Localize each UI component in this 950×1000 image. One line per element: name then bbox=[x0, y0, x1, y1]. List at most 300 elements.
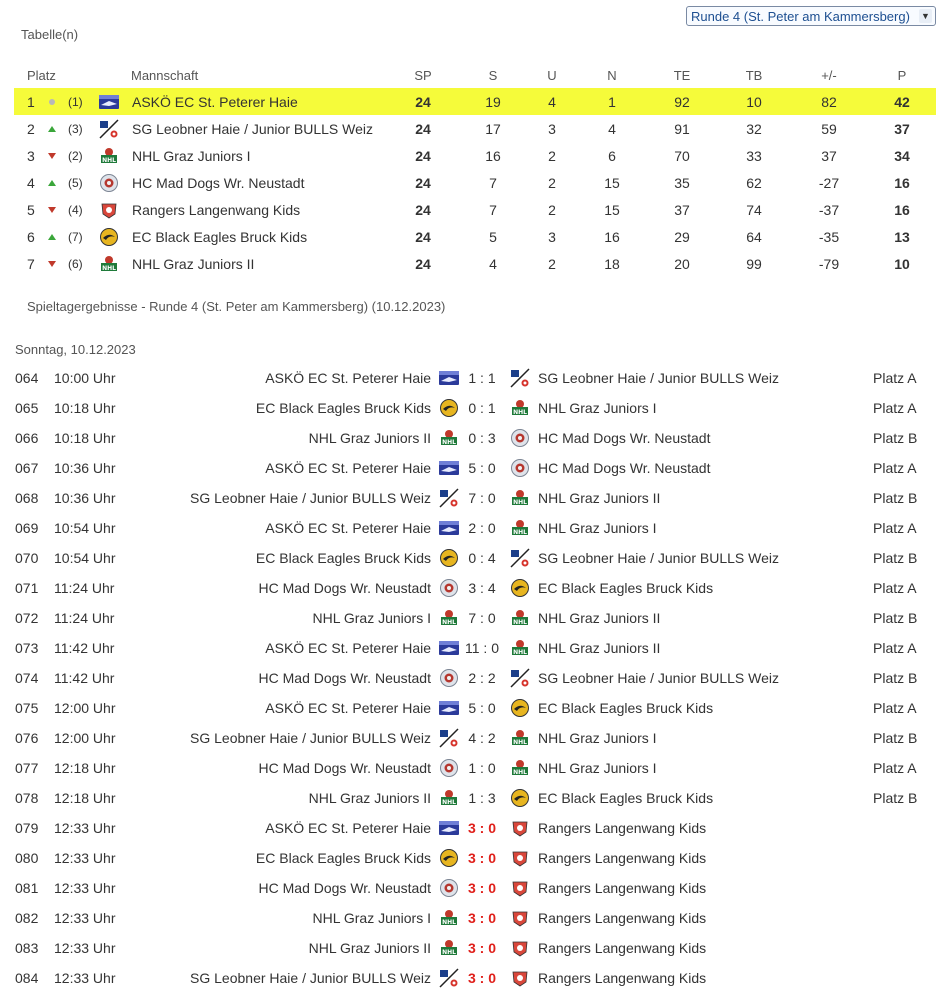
svg-text:NHL: NHL bbox=[442, 799, 456, 806]
goals-against-cell: 33 bbox=[746, 147, 762, 164]
team-name-link[interactable]: NHL Graz Juniors II bbox=[132, 255, 255, 272]
games-played-cell: 24 bbox=[415, 201, 431, 218]
rangers-logo-icon bbox=[509, 968, 531, 988]
away-team-link[interactable]: Rangers Langenwang Kids bbox=[538, 940, 707, 956]
away-team-logo bbox=[509, 813, 531, 843]
leoben-logo-icon bbox=[438, 488, 460, 508]
trend-up-icon bbox=[47, 115, 57, 142]
home-team-link[interactable]: HC Mad Dogs Wr. Neustadt bbox=[258, 580, 431, 596]
draws-cell: 4 bbox=[548, 93, 556, 110]
eagles-logo-icon bbox=[438, 848, 460, 868]
team-logo bbox=[98, 115, 120, 142]
goal-difference-cell: 59 bbox=[821, 120, 837, 137]
game-score: 0 : 4 bbox=[468, 550, 496, 566]
eagles-logo-icon bbox=[438, 548, 460, 568]
home-team-logo bbox=[438, 483, 460, 513]
goals-for-cell: 37 bbox=[674, 201, 690, 218]
goals-for-cell: 91 bbox=[674, 120, 690, 137]
away-team-logo bbox=[509, 483, 531, 513]
home-team-link[interactable]: HC Mad Dogs Wr. Neustadt bbox=[258, 760, 431, 776]
header-u: U bbox=[547, 67, 557, 83]
goals-against-cell: 64 bbox=[746, 228, 762, 245]
game-score: 3 : 0 bbox=[467, 910, 496, 926]
game-time: 10:36 Uhr bbox=[54, 490, 116, 506]
away-team-link[interactable]: NHL Graz Juniors II bbox=[538, 640, 661, 656]
standings-row bbox=[14, 223, 936, 250]
away-team-link[interactable]: NHL Graz Juniors I bbox=[538, 400, 657, 416]
away-team-link[interactable]: Rangers Langenwang Kids bbox=[538, 820, 707, 836]
home-team-logo bbox=[438, 753, 460, 783]
game-time: 11:24 Uhr bbox=[54, 580, 115, 596]
svg-text:NHL: NHL bbox=[513, 619, 527, 626]
game-row bbox=[0, 573, 950, 603]
game-time: 10:36 Uhr bbox=[54, 460, 116, 476]
away-team-logo bbox=[509, 393, 531, 423]
game-score: 5 : 0 bbox=[468, 460, 496, 476]
previous-place: (2) bbox=[68, 148, 83, 163]
home-team-link[interactable]: EC Black Eagles Bruck Kids bbox=[255, 400, 431, 416]
games-title: Spieltagergebnisse - Runde 4 (St. Peter am Kammersberg) (10.12.2023) bbox=[27, 299, 446, 314]
leoben-logo-icon bbox=[509, 668, 531, 688]
rangers-logo-icon bbox=[98, 200, 120, 220]
game-row bbox=[0, 483, 950, 513]
game-score: 0 : 1 bbox=[468, 400, 496, 416]
home-team-link[interactable]: NHL Graz Juniors II bbox=[308, 790, 431, 806]
home-team-link[interactable]: ASKÖ EC St. Peterer Haie bbox=[265, 520, 431, 536]
haie-logo-icon bbox=[438, 638, 460, 658]
game-venue: Platz A bbox=[873, 640, 917, 656]
home-team-logo bbox=[438, 633, 460, 663]
goals-for-cell: 35 bbox=[674, 174, 690, 191]
nhl-logo-icon bbox=[509, 398, 531, 418]
game-time: 12:33 Uhr bbox=[54, 820, 116, 836]
home-team-logo bbox=[438, 663, 460, 693]
game-row bbox=[0, 963, 950, 993]
games-played-cell: 24 bbox=[415, 255, 431, 272]
game-venue: Platz A bbox=[873, 460, 917, 476]
game-time: 12:00 Uhr bbox=[54, 700, 116, 716]
away-team-logo bbox=[509, 933, 531, 963]
away-team-logo bbox=[509, 663, 531, 693]
place-cell: 5 bbox=[27, 201, 35, 218]
header-team: Mannschaft bbox=[131, 67, 199, 83]
nhl-logo-icon bbox=[98, 146, 120, 166]
away-team-link[interactable]: EC Black Eagles Bruck Kids bbox=[538, 700, 714, 716]
game-score: 1 : 3 bbox=[468, 790, 496, 806]
game-score: 3 : 0 bbox=[467, 820, 496, 836]
nhl-logo-icon bbox=[509, 608, 531, 628]
rangers-logo-icon bbox=[509, 908, 531, 928]
team-logo bbox=[98, 196, 120, 223]
home-team-logo bbox=[438, 843, 460, 873]
away-team-logo bbox=[509, 873, 531, 903]
svg-text:NHL: NHL bbox=[513, 499, 527, 506]
game-row bbox=[0, 903, 950, 933]
previous-place: (3) bbox=[68, 121, 83, 136]
team-logo bbox=[98, 142, 120, 169]
away-team-logo bbox=[509, 453, 531, 483]
losses-cell: 6 bbox=[608, 147, 616, 164]
trend-down-icon bbox=[47, 142, 57, 169]
game-venue: Platz B bbox=[873, 430, 918, 446]
home-team-logo bbox=[438, 363, 460, 393]
losses-cell: 15 bbox=[604, 174, 620, 191]
games-played-cell: 24 bbox=[415, 120, 431, 137]
game-row bbox=[0, 393, 950, 423]
previous-place: (1) bbox=[68, 94, 83, 109]
losses-cell: 4 bbox=[608, 120, 616, 137]
maddogs-logo-icon bbox=[438, 668, 460, 688]
away-team-logo bbox=[509, 363, 531, 393]
maddogs-logo-icon bbox=[509, 428, 531, 448]
nhl-logo-icon bbox=[509, 638, 531, 658]
place-cell: 4 bbox=[27, 174, 35, 191]
round-select[interactable] bbox=[686, 6, 936, 26]
goal-difference-cell: 82 bbox=[821, 93, 837, 110]
away-team-link[interactable]: SG Leobner Haie / Junior BULLS Weiz bbox=[538, 370, 779, 386]
losses-cell: 15 bbox=[604, 201, 620, 218]
leoben-logo-icon bbox=[509, 548, 531, 568]
away-team-link[interactable]: NHL Graz Juniors II bbox=[538, 490, 661, 506]
nhl-logo-icon bbox=[509, 758, 531, 778]
nhl-logo-icon bbox=[509, 518, 531, 538]
wins-cell: 19 bbox=[485, 93, 501, 110]
away-team-link[interactable]: EC Black Eagles Bruck Kids bbox=[538, 790, 714, 806]
game-number: 080 bbox=[15, 850, 39, 866]
svg-text:NHL: NHL bbox=[513, 409, 527, 416]
previous-place: (4) bbox=[68, 202, 83, 217]
game-venue: Platz B bbox=[873, 670, 918, 686]
home-team-link[interactable]: SG Leobner Haie / Junior BULLS Weiz bbox=[190, 970, 431, 986]
rangers-logo-icon bbox=[509, 848, 531, 868]
game-time: 11:42 Uhr bbox=[54, 640, 115, 656]
home-team-logo bbox=[438, 693, 460, 723]
game-score: 3 : 0 bbox=[467, 880, 496, 896]
goals-against-cell: 32 bbox=[746, 120, 762, 137]
haie-logo-icon bbox=[438, 458, 460, 478]
goals-against-cell: 99 bbox=[746, 255, 762, 272]
away-team-logo bbox=[509, 753, 531, 783]
game-venue: Platz B bbox=[873, 550, 918, 566]
game-time: 12:33 Uhr bbox=[54, 940, 116, 956]
haie-logo-icon bbox=[438, 698, 460, 718]
away-team-logo bbox=[509, 903, 531, 933]
svg-text:NHL: NHL bbox=[513, 769, 527, 776]
game-score: 3 : 0 bbox=[467, 940, 496, 956]
eagles-logo-icon bbox=[509, 698, 531, 718]
home-team-logo bbox=[438, 813, 460, 843]
away-team-link[interactable]: SG Leobner Haie / Junior BULLS Weiz bbox=[538, 670, 779, 686]
game-number: 078 bbox=[15, 790, 39, 806]
game-number: 066 bbox=[15, 430, 39, 446]
eagles-logo-icon bbox=[509, 578, 531, 598]
home-team-logo bbox=[438, 933, 460, 963]
home-team-link[interactable]: ASKÖ EC St. Peterer Haie bbox=[265, 820, 431, 836]
away-team-link[interactable]: NHL Graz Juniors I bbox=[538, 730, 657, 746]
home-team-link[interactable]: HC Mad Dogs Wr. Neustadt bbox=[258, 880, 431, 896]
game-row bbox=[0, 723, 950, 753]
leoben-logo-icon bbox=[438, 968, 460, 988]
game-row bbox=[0, 873, 950, 903]
svg-text:NHL: NHL bbox=[513, 649, 527, 656]
game-row bbox=[0, 363, 950, 393]
nhl-logo-icon bbox=[509, 488, 531, 508]
game-row bbox=[0, 603, 950, 633]
away-team-link[interactable]: Rangers Langenwang Kids bbox=[538, 850, 707, 866]
nhl-logo-icon bbox=[438, 428, 460, 448]
game-venue: Platz A bbox=[873, 370, 917, 386]
game-venue: Platz A bbox=[873, 400, 917, 416]
home-team-link[interactable]: NHL Graz Juniors I bbox=[312, 910, 431, 926]
eagles-logo-icon bbox=[438, 398, 460, 418]
game-number: 067 bbox=[15, 460, 39, 476]
home-team-logo bbox=[438, 573, 460, 603]
game-number: 079 bbox=[15, 820, 39, 836]
game-number: 069 bbox=[15, 520, 39, 536]
home-team-link[interactable]: EC Black Eagles Bruck Kids bbox=[255, 850, 431, 866]
home-team-link[interactable]: NHL Graz Juniors I bbox=[312, 610, 431, 626]
home-team-link[interactable]: ASKÖ EC St. Peterer Haie bbox=[265, 700, 431, 716]
home-team-link[interactable]: SG Leobner Haie / Junior BULLS Weiz bbox=[190, 490, 431, 506]
svg-text:NHL: NHL bbox=[442, 919, 456, 926]
home-team-link[interactable]: ASKÖ EC St. Peterer Haie bbox=[265, 640, 431, 656]
games-list bbox=[0, 363, 950, 993]
team-name-link[interactable]: Rangers Langenwang Kids bbox=[132, 201, 301, 218]
leoben-logo-icon bbox=[438, 728, 460, 748]
game-row bbox=[0, 423, 950, 453]
away-team-link[interactable]: EC Black Eagles Bruck Kids bbox=[538, 580, 714, 596]
maddogs-logo-icon bbox=[98, 173, 120, 193]
svg-text:NHL: NHL bbox=[102, 264, 116, 272]
wins-cell: 7 bbox=[489, 201, 497, 218]
draws-cell: 2 bbox=[548, 147, 556, 164]
team-logo bbox=[98, 223, 120, 250]
game-time: 10:54 Uhr bbox=[54, 520, 116, 536]
goal-difference-cell: -35 bbox=[818, 228, 840, 245]
home-team-link[interactable]: NHL Graz Juniors II bbox=[308, 940, 431, 956]
svg-text:NHL: NHL bbox=[442, 619, 456, 626]
home-team-logo bbox=[438, 963, 460, 993]
team-logo bbox=[98, 250, 120, 277]
game-number: 076 bbox=[15, 730, 39, 746]
game-score: 3 : 0 bbox=[467, 970, 496, 986]
game-time: 12:33 Uhr bbox=[54, 970, 116, 986]
place-cell: 6 bbox=[27, 228, 35, 245]
away-team-link[interactable]: HC Mad Dogs Wr. Neustadt bbox=[538, 460, 711, 476]
maddogs-logo-icon bbox=[438, 758, 460, 778]
leoben-logo-icon bbox=[509, 368, 531, 388]
away-team-link[interactable]: Rangers Langenwang Kids bbox=[538, 880, 707, 896]
home-team-link[interactable]: ASKÖ EC St. Peterer Haie bbox=[265, 460, 431, 476]
standings-row bbox=[14, 250, 936, 277]
away-team-link[interactable]: Rangers Langenwang Kids bbox=[538, 970, 707, 986]
svg-text:NHL: NHL bbox=[513, 739, 527, 746]
date-label: Sonntag, 10.12.2023 bbox=[15, 342, 136, 357]
away-team-link[interactable]: SG Leobner Haie / Junior BULLS Weiz bbox=[538, 550, 779, 566]
losses-cell: 16 bbox=[604, 228, 620, 245]
game-score: 5 : 0 bbox=[468, 700, 496, 716]
home-team-logo bbox=[438, 783, 460, 813]
header-diff: +/- bbox=[821, 67, 837, 83]
losses-cell: 18 bbox=[604, 255, 620, 272]
standings-table bbox=[14, 62, 936, 277]
away-team-link[interactable]: Rangers Langenwang Kids bbox=[538, 910, 707, 926]
draws-cell: 2 bbox=[548, 174, 556, 191]
team-name-link[interactable]: EC Black Eagles Bruck Kids bbox=[132, 228, 308, 245]
game-number: 084 bbox=[15, 970, 39, 986]
nhl-logo-icon bbox=[438, 608, 460, 628]
previous-place: (5) bbox=[68, 175, 83, 190]
points-cell: 16 bbox=[894, 174, 910, 191]
games-played-cell: 24 bbox=[415, 93, 431, 110]
home-team-logo bbox=[438, 903, 460, 933]
game-time: 12:33 Uhr bbox=[54, 880, 116, 896]
away-team-link[interactable]: HC Mad Dogs Wr. Neustadt bbox=[538, 430, 711, 446]
game-row bbox=[0, 543, 950, 573]
wins-cell: 16 bbox=[485, 147, 501, 164]
game-number: 074 bbox=[15, 670, 39, 686]
game-number: 071 bbox=[15, 580, 39, 596]
eagles-logo-icon bbox=[98, 227, 120, 247]
away-team-link[interactable]: NHL Graz Juniors I bbox=[538, 760, 657, 776]
home-team-logo bbox=[438, 723, 460, 753]
team-name-link[interactable]: NHL Graz Juniors I bbox=[132, 147, 251, 164]
game-number: 070 bbox=[15, 550, 39, 566]
away-team-link[interactable]: NHL Graz Juniors I bbox=[538, 520, 657, 536]
points-cell: 10 bbox=[894, 255, 910, 272]
trend-up-icon bbox=[47, 169, 57, 196]
points-cell: 34 bbox=[894, 147, 910, 164]
game-row bbox=[0, 753, 950, 783]
draws-cell: 3 bbox=[548, 228, 556, 245]
home-team-logo bbox=[438, 603, 460, 633]
points-cell: 42 bbox=[894, 93, 910, 110]
goal-difference-cell: -79 bbox=[818, 255, 840, 272]
game-number: 082 bbox=[15, 910, 39, 926]
haie-logo-icon bbox=[438, 368, 460, 388]
nhl-logo-icon bbox=[438, 908, 460, 928]
game-time: 12:00 Uhr bbox=[54, 730, 116, 746]
game-number: 077 bbox=[15, 760, 39, 776]
maddogs-logo-icon bbox=[438, 878, 460, 898]
goal-difference-cell: 37 bbox=[821, 147, 837, 164]
home-team-link[interactable]: HC Mad Dogs Wr. Neustadt bbox=[258, 670, 431, 686]
round-select-value: Runde 4 (St. Peter am Kammersberg) bbox=[691, 8, 910, 24]
away-team-logo bbox=[509, 843, 531, 873]
home-team-link[interactable]: ASKÖ EC St. Peterer Haie bbox=[265, 370, 431, 386]
game-time: 11:24 Uhr bbox=[54, 610, 115, 626]
game-score: 11 : 0 bbox=[465, 640, 499, 656]
game-score: 2 : 2 bbox=[468, 670, 496, 686]
away-team-link[interactable]: NHL Graz Juniors II bbox=[538, 610, 661, 626]
game-time: 12:33 Uhr bbox=[54, 910, 116, 926]
place-cell: 3 bbox=[27, 147, 35, 164]
trend-same-icon bbox=[47, 88, 57, 115]
away-team-logo bbox=[509, 723, 531, 753]
team-logo bbox=[98, 169, 120, 196]
points-cell: 16 bbox=[894, 201, 910, 218]
game-venue: Platz A bbox=[873, 700, 917, 716]
game-venue: Platz B bbox=[873, 790, 918, 806]
game-venue: Platz B bbox=[873, 610, 918, 626]
svg-text:NHL: NHL bbox=[442, 949, 456, 956]
game-venue: Platz B bbox=[873, 490, 918, 506]
nhl-logo-icon bbox=[509, 728, 531, 748]
home-team-link[interactable]: EC Black Eagles Bruck Kids bbox=[255, 550, 431, 566]
away-team-logo bbox=[509, 963, 531, 993]
game-number: 081 bbox=[15, 880, 39, 896]
game-row bbox=[0, 633, 950, 663]
game-row bbox=[0, 933, 950, 963]
team-name-link[interactable]: SG Leobner Haie / Junior BULLS Weiz bbox=[132, 120, 373, 137]
home-team-logo bbox=[438, 543, 460, 573]
away-team-logo bbox=[509, 423, 531, 453]
game-time: 12:18 Uhr bbox=[54, 790, 116, 806]
points-cell: 37 bbox=[894, 120, 910, 137]
game-score: 4 : 2 bbox=[468, 730, 496, 746]
goals-for-cell: 29 bbox=[674, 228, 690, 245]
wins-cell: 17 bbox=[485, 120, 501, 137]
game-time: 12:33 Uhr bbox=[54, 850, 116, 866]
away-team-logo bbox=[509, 573, 531, 603]
game-number: 068 bbox=[15, 490, 39, 506]
game-score: 2 : 0 bbox=[468, 520, 496, 536]
goals-for-cell: 70 bbox=[674, 147, 690, 164]
home-team-logo bbox=[438, 393, 460, 423]
maddogs-logo-icon bbox=[509, 458, 531, 478]
place-cell: 1 bbox=[27, 93, 35, 110]
rangers-logo-icon bbox=[509, 938, 531, 958]
losses-cell: 1 bbox=[608, 93, 616, 110]
games-played-cell: 24 bbox=[415, 147, 431, 164]
previous-place: (7) bbox=[68, 229, 83, 244]
game-score: 3 : 0 bbox=[467, 850, 496, 866]
game-score: 7 : 0 bbox=[468, 610, 496, 626]
game-row bbox=[0, 513, 950, 543]
game-row bbox=[0, 693, 950, 723]
team-name-link[interactable]: ASKÖ EC St. Peterer Haie bbox=[132, 93, 298, 110]
header-sp: SP bbox=[414, 67, 432, 83]
game-time: 10:00 Uhr bbox=[54, 370, 116, 386]
away-team-logo bbox=[509, 543, 531, 573]
game-number: 072 bbox=[15, 610, 39, 626]
nhl-logo-icon bbox=[438, 938, 460, 958]
game-score: 0 : 3 bbox=[468, 430, 496, 446]
team-name-link[interactable]: HC Mad Dogs Wr. Neustadt bbox=[132, 174, 305, 191]
maddogs-logo-icon bbox=[438, 578, 460, 598]
goals-for-cell: 20 bbox=[674, 255, 690, 272]
home-team-link[interactable]: SG Leobner Haie / Junior BULLS Weiz bbox=[190, 730, 431, 746]
rangers-logo-icon bbox=[509, 878, 531, 898]
points-cell: 13 bbox=[894, 228, 910, 245]
game-row bbox=[0, 813, 950, 843]
standings-row bbox=[14, 115, 936, 142]
standings-row bbox=[14, 196, 936, 223]
game-number: 073 bbox=[15, 640, 39, 656]
away-team-logo bbox=[509, 513, 531, 543]
goals-against-cell: 62 bbox=[746, 174, 762, 191]
game-row bbox=[0, 663, 950, 693]
game-number: 064 bbox=[15, 370, 39, 386]
standings-row bbox=[14, 142, 936, 169]
game-number: 075 bbox=[15, 700, 39, 716]
section-title: Tabelle(n) bbox=[21, 27, 79, 42]
game-venue: Platz B bbox=[873, 730, 918, 746]
game-number: 065 bbox=[15, 400, 39, 416]
home-team-link[interactable]: NHL Graz Juniors II bbox=[308, 430, 431, 446]
place-cell: 2 bbox=[27, 120, 35, 137]
header-te: TE bbox=[673, 67, 691, 83]
